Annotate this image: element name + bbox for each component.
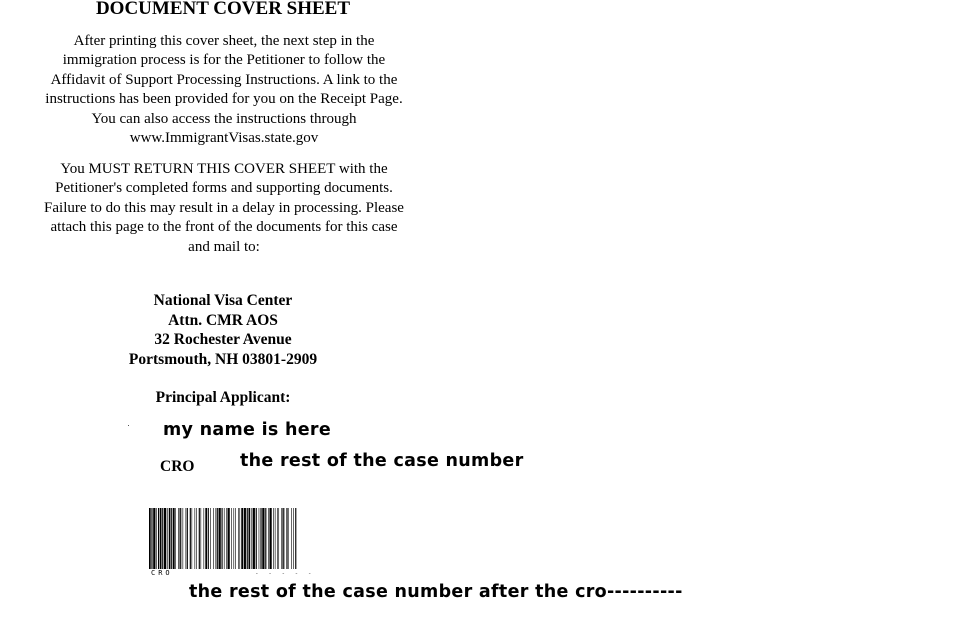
address-line-city: Portsmouth, NH 03801-2909 [128, 350, 318, 368]
barcode-bar [201, 508, 202, 569]
barcode-bar [192, 508, 193, 569]
barcode-bar [283, 508, 284, 569]
case-prefix-label: CRO [160, 458, 195, 475]
instructions-line: Affidavit of Support Processing Instructions. A link to the [50, 71, 398, 88]
barcode-bar [224, 508, 225, 569]
barcode-bar [295, 508, 296, 569]
return-notice-line: and mail to: [188, 238, 260, 255]
barcode-bar [235, 508, 236, 569]
barcode-bar [190, 508, 191, 569]
handwritten-case-number-note: the rest of the case number [240, 451, 524, 471]
barcode-bar [162, 508, 163, 569]
barcode-bar [253, 508, 255, 569]
barcode-bar [278, 508, 279, 569]
instructions-paragraph [14, 32, 434, 148]
barcode-bar [210, 508, 211, 569]
barcode-bar [195, 508, 196, 569]
address-line-street: 32 Rochester Avenue [154, 331, 292, 348]
barcode-bar [196, 508, 197, 569]
barcode-bar [259, 508, 260, 569]
barcode-bar [256, 508, 257, 569]
barcode-bar [167, 508, 168, 569]
return-notice-paragraph [14, 160, 434, 257]
document-title: DOCUMENT COVER SHEET [95, 0, 351, 19]
return-notice-line: Petitioner's completed forms and supporting documents. [55, 180, 393, 197]
barcode-bar [233, 508, 234, 569]
barcode-bar [205, 508, 207, 569]
instructions-line: instructions has been provided for you on the Receipt Page. [45, 91, 403, 108]
barcode-bar [158, 508, 159, 569]
handwritten-after-cro-note: the rest of the case number after the cro---------- [189, 582, 683, 602]
instructions-line: After printing this cover sheet, the next step in the [73, 33, 375, 49]
return-notice-line: Failure to do this may result in a delay in processing. Please [44, 199, 404, 216]
barcode-bar [217, 508, 218, 569]
barcode-bar [262, 508, 264, 569]
principal-applicant-label: Principal Applicant: [155, 389, 291, 406]
barcode-bar [227, 508, 229, 569]
barcode-bar [286, 508, 287, 569]
barcode-image [148, 508, 298, 570]
barcode-bar [199, 508, 200, 569]
barcode-bar [173, 508, 175, 569]
barcode-bar [275, 508, 276, 569]
barcode-bar [244, 508, 246, 569]
barcode-bar [281, 508, 282, 569]
barcode-bar [151, 508, 152, 569]
barcode-bar [241, 508, 243, 569]
barcode-caption-dashes: - - - - - [255, 570, 315, 577]
barcode-bar [247, 508, 248, 569]
barcode-bar [239, 508, 240, 569]
barcode-bar [222, 508, 223, 569]
return-notice-line: attach this page to the front of the documents for this case [50, 219, 398, 236]
barcode-caption: CRO [151, 569, 173, 577]
barcode-bar [160, 508, 162, 569]
return-notice-line: You MUST RETURN THIS COVER SHEET with the [60, 161, 388, 177]
barcode-bar [248, 508, 250, 569]
barcode-bar [175, 508, 176, 569]
barcode-bar [178, 508, 179, 569]
barcode-bar [287, 508, 288, 569]
barcode-bar [293, 508, 294, 569]
barcode-bar [219, 508, 221, 569]
barcode-bar [231, 508, 232, 569]
barcode-bar [238, 508, 239, 569]
barcode-bar [153, 508, 155, 569]
barcode-bar [265, 508, 266, 569]
barcode-bar [213, 508, 214, 569]
handwritten-name-note: my name is here [163, 420, 332, 440]
barcode-bar [251, 508, 252, 569]
mailing-address [18, 291, 428, 369]
barcode-bar [216, 508, 217, 569]
barcode-bar [171, 508, 172, 569]
barcode-bar [260, 508, 261, 569]
instructions-line: You can also access the instructions through [91, 110, 357, 127]
barcode-bar [204, 508, 205, 569]
website-line: www.ImmigrantVisas.state.gov [129, 130, 319, 147]
address-line-attention: Attn. CMR AOS [168, 311, 278, 329]
instructions-line: immigration process is for the Petitioner to follow the [62, 52, 386, 69]
barcode-bar [169, 508, 171, 569]
barcode-bar [273, 508, 274, 569]
barcode-bar [180, 508, 181, 569]
barcode-bar [277, 508, 278, 569]
address-line-organization: National Visa Center [153, 292, 293, 309]
barcode-bar [208, 508, 209, 569]
barcode-bar [226, 508, 227, 569]
barcode-bar [149, 508, 151, 569]
barcode-bar [269, 508, 271, 569]
barcode-bar [186, 508, 187, 569]
barcode-bar [156, 508, 157, 569]
barcode-bar [183, 508, 184, 569]
barcode-bar [268, 508, 269, 569]
barcode-bar [291, 508, 292, 569]
barcode-bar [164, 508, 166, 569]
scan-speck [128, 425, 129, 426]
barcode-bar [187, 508, 188, 569]
